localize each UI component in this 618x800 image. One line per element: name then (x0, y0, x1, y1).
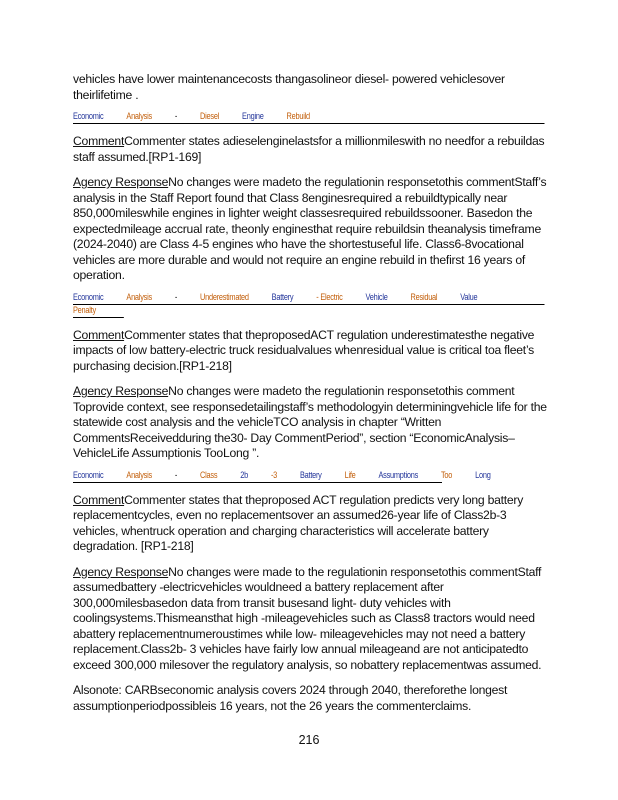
section-heading (73, 111, 463, 124)
comment-paragraph-text: Commenter states adieselenginelastsfor a millionmileswith no needfor a rebuildas staff assumed.[RP1-169] (73, 134, 545, 164)
response-paragraph-label: Agency Response (73, 564, 169, 579)
heading-word: Economic (73, 111, 104, 121)
heading-word: Residual (410, 291, 438, 302)
response-paragraph-label: Agency Response (73, 175, 169, 189)
comment-paragraph (73, 328, 548, 375)
response-paragraph (73, 384, 548, 462)
heading-word: Battery (299, 469, 322, 480)
heading-word: Rebuild (286, 111, 310, 121)
comment-paragraph-label: Comment (73, 134, 125, 148)
response-paragraph (73, 175, 548, 284)
heading-word: Battery (271, 291, 294, 302)
comment-section (73, 470, 548, 674)
comment-paragraph-text: Commenter states that theproposedACT regulation underestimatesthe negative impacts of low battery-electric truck residualvalues whenresidual value is critical toa fleet’s purchasing decision.[RP1-218] (73, 327, 535, 373)
heading-word: Engine (242, 111, 264, 121)
intro-paragraph: vehicles have lower maintenancecosts thangasolineor diesel- powered vehiclesover theirlifetime . (73, 72, 505, 102)
heading-word: Value (460, 291, 478, 302)
comment-paragraph-label: Comment (73, 327, 125, 342)
heading-word: Analysis (126, 111, 152, 121)
heading-word: Economic (73, 291, 104, 302)
heading-word: - (174, 291, 178, 302)
section-heading (73, 469, 491, 483)
comment-section (73, 292, 548, 462)
heading-word: Underestimated (200, 291, 249, 302)
page-number: 216 (298, 733, 320, 747)
heading-word: Economic (73, 469, 104, 480)
heading-word: Penalty (73, 304, 96, 315)
heading-word: - Electric (316, 291, 343, 302)
note-paragraph: Alsonote: CARBseconomic analysis covers 2024 through 2040, thereforethe longest assumptionperiodpossibleis 16 years, not the 26 years the commenterclaims. (73, 683, 508, 713)
section-heading (73, 291, 478, 318)
response-paragraph-text: No changes were madeto the regulationin responsetothis comment Toprovide context, see responsedetailingstaff’s methodologyin determiningvehicle life for the statewide cost analysis and the vehicleTCO analysis in chapter “Written CommentsReceivedduring the30- Day CommentPeriod”, section “EconomicAnalysis– VehicleLife Assumptionis TooLong ”. (73, 384, 547, 460)
heading-word: Analysis (126, 291, 152, 302)
heading-word: Class (200, 469, 218, 480)
response-paragraph-label: Agency Response (73, 384, 169, 398)
heading-word: Assumptions (378, 469, 419, 480)
heading-word: Life (344, 469, 356, 480)
comment-paragraph (73, 134, 548, 165)
heading-word: - (174, 111, 178, 121)
document-page (73, 72, 548, 714)
comment-paragraph (73, 493, 548, 555)
response-paragraph-text: No changes were madeto the regulationin responsetothis commentStaff’s analysis in the Staff Report found that Class 8enginesrequired a rebuildtypically near 850,000mileswhile engines in lighter weight classesrequired rebuildssooner. Basedon the expectedmileage accrual rate, theonly enginesthat require rebuildsin theanalysis timeframe (2024-2040) are Class 4-5 engines who have the shortestuseful life. Class6-8vocational vehicles are more durable and would not require an engine rebuild in thefirst 16 years of operation. (73, 175, 547, 282)
comment-paragraph-text: Commenter states that theproposed ACT regulation predicts very long battery replacementcycles, even no replacementsover an assumed26-year life of Class2b-3 vehicles, whentruck operation and charging characteristics will accelerate battery degradation. [RP1-218] (73, 492, 524, 553)
heading-word: 2b (240, 469, 248, 480)
comment-paragraph-label: Comment (73, 492, 125, 507)
heading-word: Long (475, 469, 491, 480)
response-paragraph (73, 565, 548, 674)
comment-section (73, 111, 548, 284)
heading-word: Analysis (126, 469, 152, 480)
heading-word: -3 (270, 469, 278, 480)
response-paragraph-text: No changes were made to the regulationin responsetothis commentStaff assumedbattery -electricvehicles wouldneed a battery replacement after 300,000milesbasedon data from transit busesand light- duty vehicles with coolingsystems.Thismeansthat high -mileagevehicles such as Class8 tractors would need abattery replacementnumeroustimes while low- mileagevehicles may not need a battery replacement.Class2b- 3 vehicles have fairly low annual mileageand are not anticipatedto exceed 300,000 milesover the regulatory analysis, so nobattery replacementwas assumed. (73, 564, 542, 672)
heading-word: Diesel (200, 111, 220, 121)
heading-word: Too (440, 469, 453, 480)
heading-word: Vehicle (365, 291, 388, 302)
heading-word: - (174, 469, 178, 480)
